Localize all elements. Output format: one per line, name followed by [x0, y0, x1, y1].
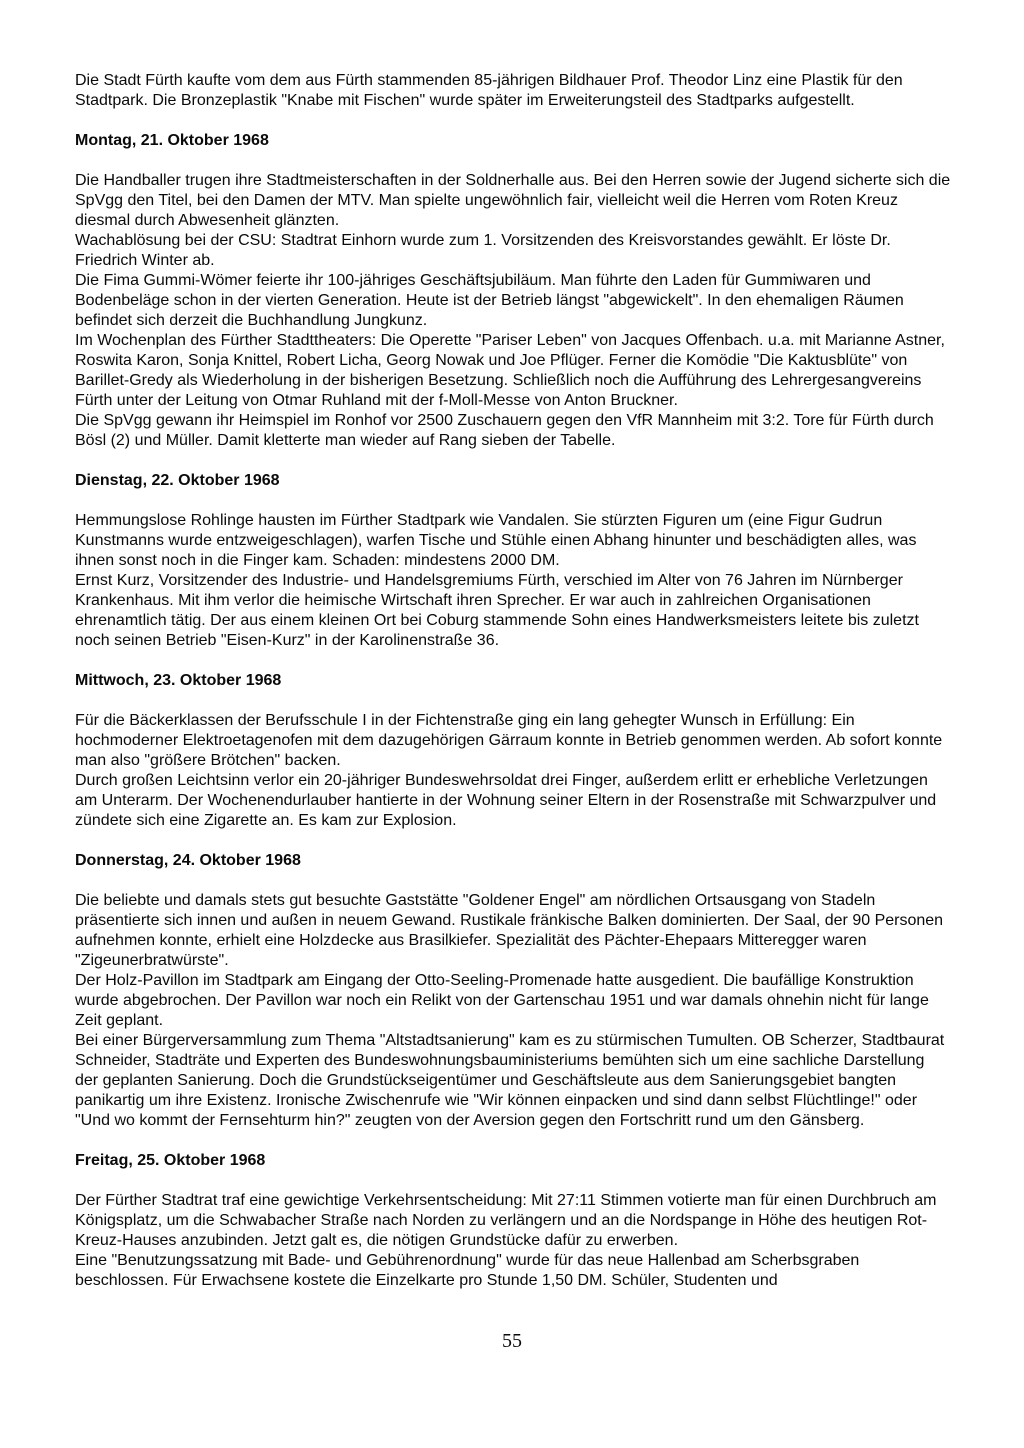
news-item: Wachablösung bei der CSU: Stadtrat Einhorn wurde zum 1. Vorsitzenden des Kreisvorstandes gewählt. Er löste Dr. Friedrich Winter ab.: [75, 232, 891, 269]
news-item: Bei einer Bürgerversammlung zum Thema "Altstadtsanierung" kam es zu stürmischen Tumulten. OB Scherzer, Stadtbaurat Schneider, Stadträte und Experten des Bundeswohnungsbauministeriums bemühten sich um eine sachliche Darstellung der geplanten Sanierung. Doch die Grundstückseigentümer und Geschäftsleute aus dem Sanierungsgebiet bangten panikartig um ihre Existenz. Ironische Zwischenrufe wie "Wir können einpacken und sind dann selbst Flüchtlinge!" oder "Und wo kommt der Fernsehturm hin?" zeugten von der Aversion gegen den Fortschritt rund um den Gänsberg.: [75, 1032, 945, 1129]
news-item: Durch großen Leichtsinn verlor ein 20-jähriger Bundeswehrsoldat drei Finger, außerdem erlitt er erhebliche Verletzungen am Unterarm. Der Wochenendurlauber hantierte in der Wohnung seiner Eltern in der Rosenstraße mit Schwarzpulver und zündete sich eine Zigarette an. Es kam zur Explosion.: [75, 772, 937, 829]
news-item: Ernst Kurz, Vorsitzender des Industrie- und Handelsgremiums Fürth, verschied im Alter von 76 Jahren im Nürnberger Krankenhaus. Mit ihm verlor die heimische Wirtschaft ihren Sprecher. Er war auch in zahlreichen Organisationen ehrenamtlich tätig. Der aus einem kleinen Ort bei Coburg stammende Sohn eines Handwerksmeisters leitete bis zuletzt noch seinen Betrieb "Eisen-Kurz" in der Karolinenstraße 36.: [75, 572, 919, 649]
day-heading-donnerstag-24-oktober: Donnerstag, 24. Oktober 1968: [75, 852, 301, 869]
news-item: Der Fürther Stadtrat traf eine gewichtige Verkehrsentscheidung: Mit 27:11 Stimmen votierte man für einen Durchbruch am Königsplatz, um die Schwabacher Straße nach Norden zu verlängern und an die Nordspange in Höhe des heutigen Rot-Kreuz-Hauses anzubinden. Jetzt galt es, die nötigen Grundstücke dafür zu erwerben.: [75, 1192, 937, 1249]
day-heading-mittwoch-23-oktober: Mittwoch, 23. Oktober 1968: [75, 672, 282, 689]
news-item: Die Handballer trugen ihre Stadtmeisterschaften in der Soldnerhalle aus. Bei den Herren sowie der Jugend sicherte sich die SpVgg den Titel, bei den Damen der MTV. Man spielte ungewöhnlich fair, vielleicht weil die Herren vom Roten Kreuz diesmal durch Abwesenheit glänzten.: [75, 172, 951, 229]
day-heading-montag-21-oktober: Montag, 21. Oktober 1968: [75, 132, 269, 149]
news-item: Eine "Benutzungssatzung mit Bade- und Gebührenordnung" wurde für das neue Hallenbad am Scherbsgraben beschlossen. Für Erwachsene kostete die Einzelkarte pro Stunde 1,50 DM. Schüler, Studenten und: [75, 1252, 860, 1289]
news-item: Der Holz-Pavillon im Stadtpark am Eingang der Otto-Seeling-Promenade hatte ausgedient. Die baufällige Konstruktion wurde abgebrochen. Der Pavillon war noch ein Relikt von der Gartenschau 1951 und war damals ohnehin nicht für lange Zeit geplant.: [75, 972, 929, 1029]
news-item: Im Wochenplan des Fürther Stadttheaters: Die Operette "Pariser Leben" von Jacques Offenbach. u.a. mit Marianne Astner, Roswita Karon, Sonja Knittel, Robert Licha, Georg Nowak und Joe Pflüger. Ferner die Komödie "Die Kaktusblüte" von Barillet-Gredy als Wiederholung in der bisherigen Besetzung. Schließlich noch die Aufführung des Lehrergesangvereins Fürth unter der Leitung von Otmar Ruhland mit der f-Moll-Messe von Anton Bruckner.: [75, 332, 945, 409]
news-item: Die beliebte und damals stets gut besuchte Gaststätte "Goldener Engel" am nördlichen Ortsausgang von Stadeln präsentierte sich innen und außen in neuem Gewand. Rustikale fränkische Balken dominierten. Der Saal, der 90 Personen aufnehmen konnte, erhielt eine Holzdecke aus Brasilkiefer. Spezialität des Pächter-Ehepaars Mitteregger waren "Zigeunerbratwürste".: [75, 892, 944, 969]
document-content: [75, 71, 951, 1291]
day-heading-dienstag-22-oktober: Dienstag, 22. Oktober 1968: [75, 472, 280, 489]
page-number: 55: [502, 1330, 522, 1352]
day-heading-freitag-25-oktober: Freitag, 25. Oktober 1968: [75, 1152, 266, 1169]
paragraph-intro: Die Stadt Fürth kaufte vom dem aus Fürth stammenden 85-jährigen Bildhauer Prof. Theodor Linz eine Plastik für den Stadtpark. Die Bronzeplastik "Knabe mit Fischen" wurde später im Erweiterungsteil des Stadtparks aufgestellt.: [75, 72, 903, 109]
news-item: Hemmungslose Rohlinge hausten im Fürther Stadtpark wie Vandalen. Sie stürzten Figuren um (eine Figur Gudrun Kunstmanns wurde entzweigeschlagen), warfen Tische und Stühle einen Abhang hinunter und beschädigten alles, was ihnen sonst noch in die Finger kam. Schaden: mindestens 2000 DM.: [75, 512, 917, 569]
news-item: Die SpVgg gewann ihr Heimspiel im Ronhof vor 2500 Zuschauern gegen den VfR Mannheim mit 3:2. Tore für Fürth durch Bösl (2) und Müller. Damit kletterte man wieder auf Rang sieben der Tabelle.: [75, 412, 934, 449]
news-item: Für die Bäckerklassen der Berufsschule I in der Fichtenstraße ging ein lang gehegter Wunsch in Erfüllung: Ein hochmoderner Elektroetagenofen mit dem dazugehörigen Gärraum konnte in Betrieb genommen werden. Ab sofort konnte man also "größere Brötchen" backen.: [75, 712, 943, 769]
news-item: Die Fima Gummi-Wömer feierte ihr 100-jähriges Geschäftsjubiläum. Man führte den Laden für Gummiwaren und Bodenbeläge schon in der vierten Generation. Heute ist der Betrieb längst "abgewickelt". In den ehemaligen Räumen befindet sich derzeit die Buchhandlung Jungkunz.: [75, 272, 904, 329]
